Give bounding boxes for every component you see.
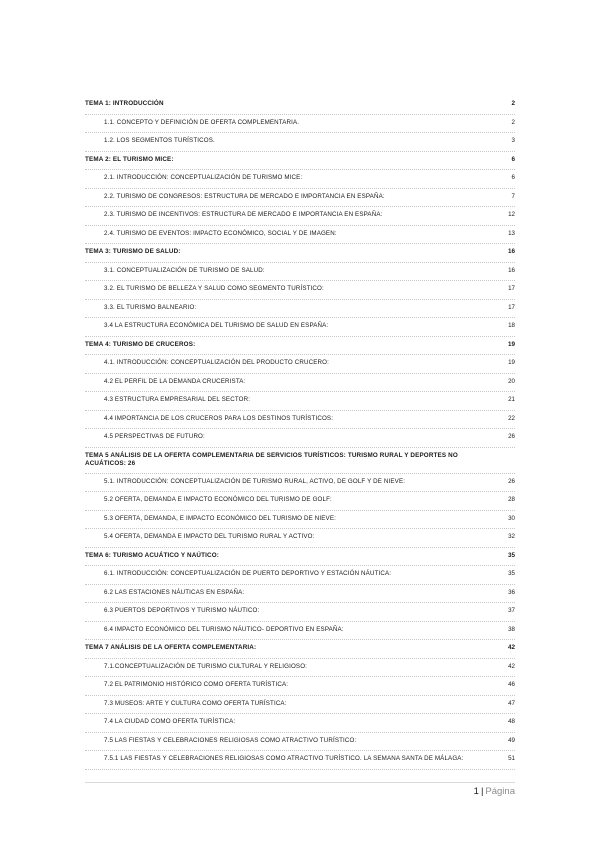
- toc-entry-label: TEMA 3: TURISMO DE SALUD:: [85, 248, 181, 255]
- toc-entry-page: 28: [508, 496, 515, 503]
- toc-entry-label: TEMA 4: TURISMO DE CRUCEROS:: [85, 340, 196, 348]
- toc-entry-label: 4.3 ESTRUCTURA EMPRESARIAL DEL SECTOR:: [104, 396, 251, 403]
- toc-entry-page: 42: [508, 662, 515, 670]
- page-footer: [474, 786, 515, 797]
- toc-entry-page: 7: [511, 192, 515, 200]
- toc-section-entry[interactable]: [85, 263, 515, 282]
- toc-section-entry[interactable]: [85, 207, 515, 226]
- toc-entry-label: 1.2. LOS SEGMENTOS TURÍSTICOS.: [104, 137, 215, 144]
- toc-entry-page: 6: [511, 174, 515, 181]
- toc-entry-label: 2.2. TURISMO DE CONGRESOS: ESTRUCTURA DE MERCADO E IMPORTANCIA EN ESPAÑA:: [104, 192, 385, 200]
- toc-entry-page: 12: [508, 211, 515, 218]
- toc-section-entry[interactable]: [85, 622, 515, 641]
- toc-section-entry[interactable]: [85, 677, 515, 696]
- toc-entry-page: 26: [508, 433, 515, 440]
- toc-entry-label: 3.2. EL TURISMO DE BELLEZA Y SALUD COMO SEGMENTO TURÍSTICO:: [104, 285, 324, 292]
- toc-section-entry[interactable]: [85, 659, 515, 678]
- toc-entry-label: 4.2 EL PERFIL DE LA DEMANDA CRUCERISTA:: [104, 377, 246, 385]
- toc-chapter-entry[interactable]: [85, 152, 515, 171]
- toc-entry-label: 5.4 OFERTA, DEMANDA E IMPACTO DEL TURISMO RURAL Y ACTIVO:: [104, 533, 315, 540]
- toc-entry-label: 4.1. INTRODUCCIÓN: CONCEPTUALIZACIÓN DEL PRODUCTO CRUCERO:: [104, 359, 329, 366]
- toc-entry-label: 3.4 LA ESTRUCTURA ECONÓMICA DEL TURISMO DE SALUD EN ESPAÑA:: [104, 322, 329, 329]
- toc-entry-page: 17: [508, 303, 515, 311]
- toc-entry-label: 3.3. EL TURISMO BALNEARIO:: [104, 303, 197, 311]
- toc-entry-label: TEMA 1: INTRODUCCIÓN: [85, 100, 164, 107]
- toc-entry-page: 37: [508, 607, 515, 614]
- toc-entry-page: 16: [507, 248, 515, 255]
- toc-section-entry[interactable]: [85, 411, 515, 430]
- toc-entry-page: 2: [511, 118, 515, 126]
- toc-entry-label: 5.3 OFERTA, DEMANDA, E IMPACTO ECONÓMICO DEL TURISMO DE NIEVE:: [104, 514, 336, 522]
- toc-section-entry[interactable]: [85, 529, 515, 548]
- toc-chapter-entry[interactable]: [85, 337, 515, 356]
- toc-entry-label: 2.1. INTRODUCCIÓN: CONCEPTUALIZACIÓN DE TURISMO MICE:: [104, 174, 303, 181]
- toc-entry-page: 42: [507, 644, 515, 651]
- toc-entry-page: 19: [508, 359, 515, 366]
- toc-entry-page: 48: [508, 718, 515, 725]
- footer-divider: [85, 782, 515, 783]
- toc-entry-label: 2.3. TURISMO DE INCENTIVOS: ESTRUCTURA DE MERCADO E IMPORTANCIA EN ESPAÑA:: [104, 211, 383, 218]
- toc-entry-label: 5.1. INTRODUCCIÓN: CONCEPTUALIZACIÓN DE TURISMO RURAL, ACTIVO, DE GOLF Y DE NIEVE:: [104, 477, 406, 485]
- footer-page-number: 1: [473, 786, 479, 797]
- footer-page-word: Página: [485, 786, 515, 797]
- toc-section-entry[interactable]: [85, 318, 515, 337]
- toc-entry-page: 20: [508, 377, 515, 385]
- toc-entry-page: 17: [508, 285, 515, 292]
- toc-entry-label: 2.4. TURISMO DE EVENTOS: IMPACTO ECONÓMICO, SOCIAL Y DE IMAGEN:: [104, 229, 337, 237]
- toc-section-entry[interactable]: [85, 392, 515, 411]
- toc-section-entry[interactable]: [85, 733, 515, 752]
- toc-entry-page: 18: [508, 322, 515, 329]
- toc-section-entry[interactable]: [85, 170, 515, 189]
- toc-section-entry[interactable]: [85, 226, 515, 245]
- toc-entry-label: TEMA 7 ANÁLISIS DE LA OFERTA COMPLEMENTARIA:: [85, 644, 257, 651]
- toc-section-entry[interactable]: [85, 714, 515, 733]
- toc-entry-label: TEMA 2: EL TURISMO MICE:: [85, 155, 174, 163]
- toc-chapter-entry[interactable]: [85, 448, 515, 474]
- toc-entry-page: 21: [508, 396, 515, 403]
- toc-section-entry[interactable]: [85, 300, 515, 319]
- toc-entry-page: 13: [508, 229, 515, 237]
- toc-entry-label: 6.1. INTRODUCCIÓN: CONCEPTUALIZACIÓN DE PUERTO DEPORTIVO Y ESTACIÓN NÁUTICA:: [104, 570, 392, 577]
- toc-entry-label: 6.4 IMPACTO ECONÓMICO DEL TURISMO NÁUTICO- DEPORTIVO EN ESPAÑA:: [104, 625, 344, 633]
- toc-entry-page: 35: [507, 551, 515, 559]
- toc-section-entry[interactable]: [85, 492, 515, 511]
- toc-entry-page: 38: [508, 625, 515, 633]
- toc-entry-label: 7.1.CONCEPTUALIZACIÓN DE TURISMO CULTURAL Y RELIGIOSO:: [104, 662, 308, 670]
- toc-section-entry[interactable]: [85, 511, 515, 530]
- toc-entry-page: 2: [511, 100, 515, 107]
- toc-entry-page: 6: [511, 155, 515, 163]
- toc-entry-page: 51: [508, 755, 515, 762]
- toc-section-entry[interactable]: [85, 696, 515, 715]
- toc-section-entry[interactable]: [85, 751, 515, 770]
- toc-entry-label: TEMA 6: TURISMO ACUÁTICO Y NAÚTICO:: [85, 551, 219, 559]
- toc-chapter-entry[interactable]: [85, 96, 515, 115]
- toc-section-entry[interactable]: [85, 115, 515, 134]
- toc-entry-page: 46: [508, 681, 515, 688]
- toc-entry-page: 36: [508, 588, 515, 596]
- toc-entry-page: 49: [508, 736, 515, 744]
- toc-entry-page: 26: [508, 477, 515, 485]
- toc-entry-label: 4.5 PERSPECTIVAS DE FUTURO:: [104, 433, 205, 440]
- toc-section-entry[interactable]: [85, 133, 515, 152]
- toc-entry-label: 7.4 LA CIUDAD COMO OFERTA TURÍSTICA:: [104, 718, 236, 725]
- toc-section-entry[interactable]: [85, 566, 515, 585]
- toc-entry-page: 35: [508, 570, 515, 577]
- toc-entry-label: 6.3 PUERTOS DEPORTIVOS Y TURISMO NÁUTICO:: [104, 607, 260, 614]
- toc-entry-page: 3: [511, 137, 515, 144]
- toc-entry-label: TEMA 5 ANÁLISIS DE LA OFERTA COMPLEMENTARIA DE SERVICIOS TURÍSTICOS: TURISMO RURAL Y DEPORTES NO ACUÁTICOS: 26: [85, 451, 458, 467]
- toc-chapter-entry[interactable]: [85, 640, 515, 659]
- toc-chapter-entry[interactable]: [85, 548, 515, 567]
- toc-entry-page: 47: [508, 699, 515, 707]
- toc-chapter-entry[interactable]: [85, 244, 515, 263]
- toc-entry-page: 19: [507, 340, 515, 348]
- toc-entry-page: 16: [508, 266, 515, 274]
- toc-entry-label: 6.2 LAS ESTACIONES NÁUTICAS EN ESPAÑA:: [104, 588, 245, 596]
- toc-section-entry[interactable]: [85, 585, 515, 604]
- toc-entry-label: 7.5.1 LAS FIESTAS Y CELEBRACIONES RELIGIOSAS COMO ATRACTIVO TURÍSTICO. LA SEMANA SANTA DE MÁLAGA:: [104, 755, 464, 762]
- toc-entry-label: 1.1. CONCEPTO Y DEFINICIÓN DE OFERTA COMPLEMENTARIA.: [104, 118, 300, 126]
- toc-entry-label: 4.4 IMPORTANCIA DE LOS CRUCEROS PARA LOS DESTINOS TURÍSTICOS:: [104, 414, 334, 422]
- toc-entry-label: 3.1. CONCEPTUALIZACIÓN DE TURISMO DE SALUD:: [104, 266, 265, 274]
- toc-section-entry[interactable]: [85, 603, 515, 622]
- toc-section-entry[interactable]: [85, 374, 515, 393]
- footer-separator: |: [480, 786, 484, 797]
- toc-entry-label: 7.5 LAS FIESTAS Y CELEBRACIONES RELIGIOSAS COMO ATRACTIVO TURÍSTICO:: [104, 736, 357, 744]
- toc-section-entry[interactable]: [85, 189, 515, 208]
- toc-entry-label: 7.2 EL PATRIMONIO HISTÓRICO COMO OFERTA TURÍSTICA:: [104, 681, 289, 688]
- toc-entry-label: 7.3 MUSEOS: ARTE Y CULTURA COMO OFERTA TURÍSTICA:: [104, 699, 287, 707]
- toc-entry-label: 5.2 OFERTA, DEMANDA E IMPACTO ECONÓMICO DEL TURISMO DE GOLF:: [104, 496, 332, 503]
- table-of-contents: [85, 96, 515, 770]
- toc-section-entry[interactable]: [85, 355, 515, 374]
- toc-section-entry[interactable]: [85, 474, 515, 493]
- toc-entry-page: 30: [508, 514, 515, 522]
- toc-entry-page: 32: [508, 533, 515, 540]
- toc-section-entry[interactable]: [85, 281, 515, 300]
- toc-entry-page: 22: [508, 414, 515, 422]
- toc-section-entry[interactable]: [85, 429, 515, 448]
